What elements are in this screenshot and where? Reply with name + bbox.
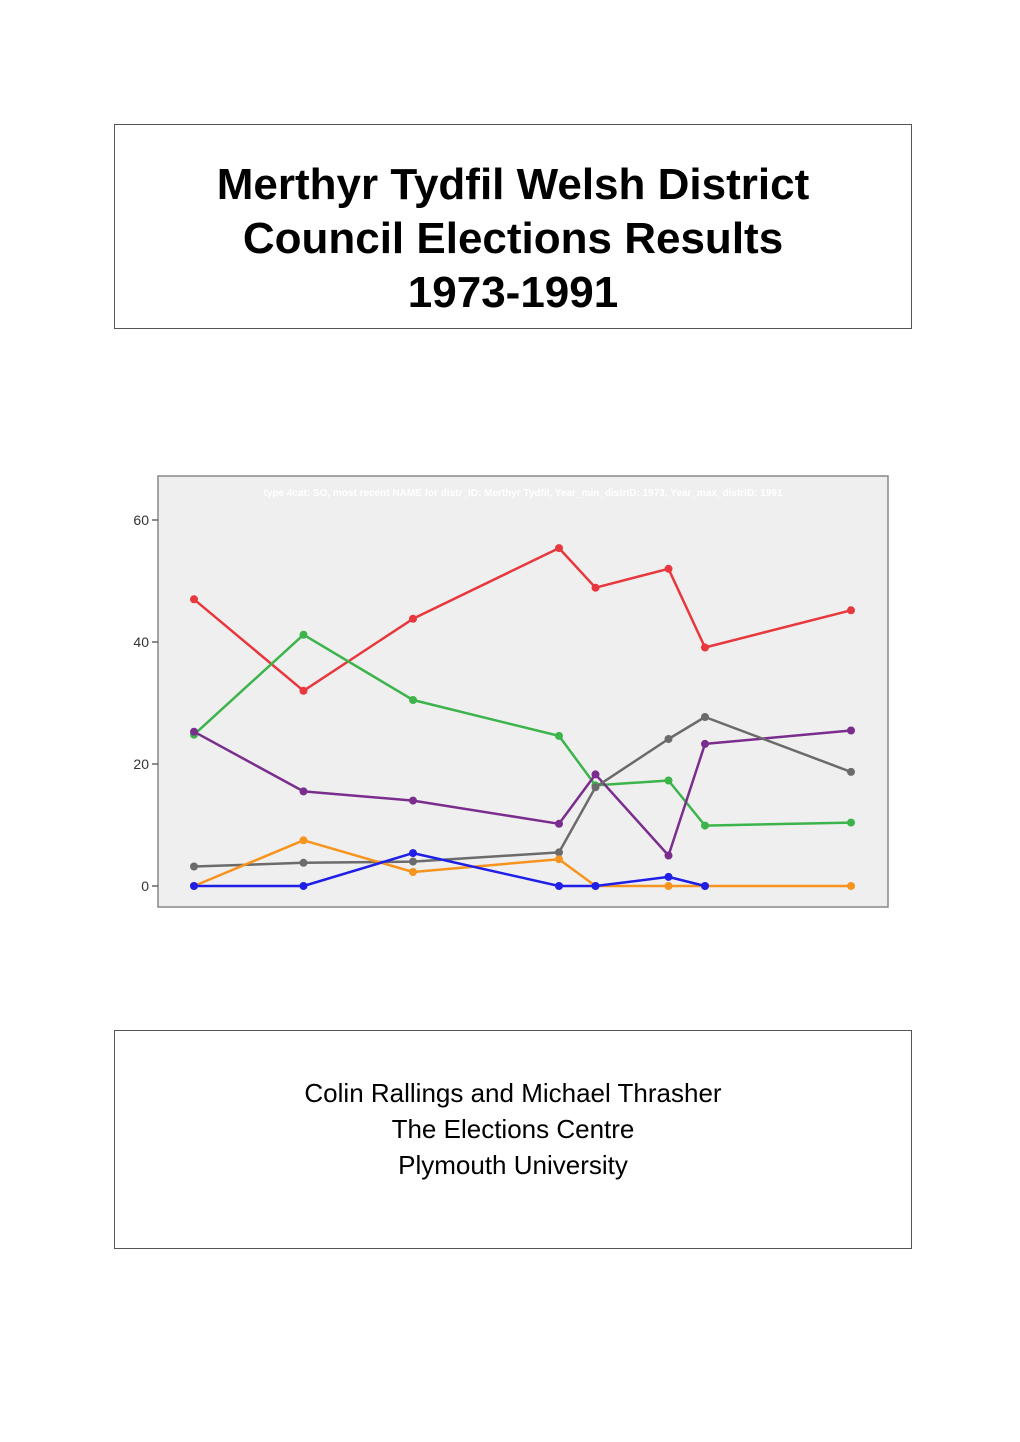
plot-area bbox=[158, 476, 888, 907]
data-point bbox=[300, 687, 308, 695]
data-point bbox=[409, 849, 417, 857]
party-share-line-chart bbox=[120, 470, 900, 920]
data-point bbox=[555, 855, 563, 863]
data-point bbox=[555, 882, 563, 890]
y-axis bbox=[133, 512, 158, 894]
data-point bbox=[409, 615, 417, 623]
data-point bbox=[300, 882, 308, 890]
data-point bbox=[300, 859, 308, 867]
author-names: Colin Rallings and Michael Thrasher bbox=[304, 1078, 722, 1108]
data-point bbox=[847, 727, 855, 735]
data-point bbox=[592, 584, 600, 592]
chart-subtitle: type 4cat: SO, most recent NAME for distr_ID: Merthyr Tydfil, Year_min_distrID: 1973, Year_max_distrID: 1991 bbox=[263, 488, 783, 499]
data-point bbox=[665, 873, 673, 881]
data-point bbox=[409, 858, 417, 866]
title-box bbox=[114, 124, 912, 329]
data-point bbox=[555, 544, 563, 552]
data-point bbox=[190, 882, 198, 890]
title-line-3: 1973-1991 bbox=[407, 268, 619, 317]
data-point bbox=[701, 822, 709, 830]
data-point bbox=[300, 631, 308, 639]
title-line-1: Merthyr Tydfil Welsh District bbox=[216, 160, 810, 209]
data-point bbox=[409, 797, 417, 805]
data-point bbox=[300, 787, 308, 795]
author-box bbox=[114, 1030, 912, 1249]
data-point bbox=[665, 852, 673, 860]
data-point bbox=[300, 836, 308, 844]
data-point bbox=[592, 783, 600, 791]
title-line-2: Council Elections Results bbox=[242, 214, 784, 263]
data-point bbox=[592, 770, 600, 778]
data-point bbox=[847, 606, 855, 614]
data-point bbox=[555, 732, 563, 740]
data-point bbox=[665, 735, 673, 743]
data-point bbox=[190, 863, 198, 871]
data-point bbox=[847, 882, 855, 890]
data-point bbox=[409, 696, 417, 704]
data-point bbox=[555, 820, 563, 828]
data-point bbox=[701, 644, 709, 652]
data-point bbox=[592, 882, 600, 890]
data-point bbox=[409, 868, 417, 876]
y-tick-label: 40 bbox=[133, 634, 149, 650]
author-university: Plymouth University bbox=[398, 1150, 628, 1180]
data-point bbox=[701, 713, 709, 721]
data-point bbox=[701, 740, 709, 748]
data-point bbox=[665, 565, 673, 573]
data-point bbox=[701, 882, 709, 890]
data-point bbox=[847, 768, 855, 776]
data-point bbox=[847, 819, 855, 827]
data-point bbox=[665, 882, 673, 890]
author-organisation: The Elections Centre bbox=[391, 1114, 635, 1144]
data-point bbox=[190, 595, 198, 603]
data-point bbox=[665, 777, 673, 785]
y-tick-label: 0 bbox=[141, 878, 149, 894]
y-tick-label: 60 bbox=[133, 512, 149, 528]
y-tick-label: 20 bbox=[133, 756, 149, 772]
data-point bbox=[190, 728, 198, 736]
